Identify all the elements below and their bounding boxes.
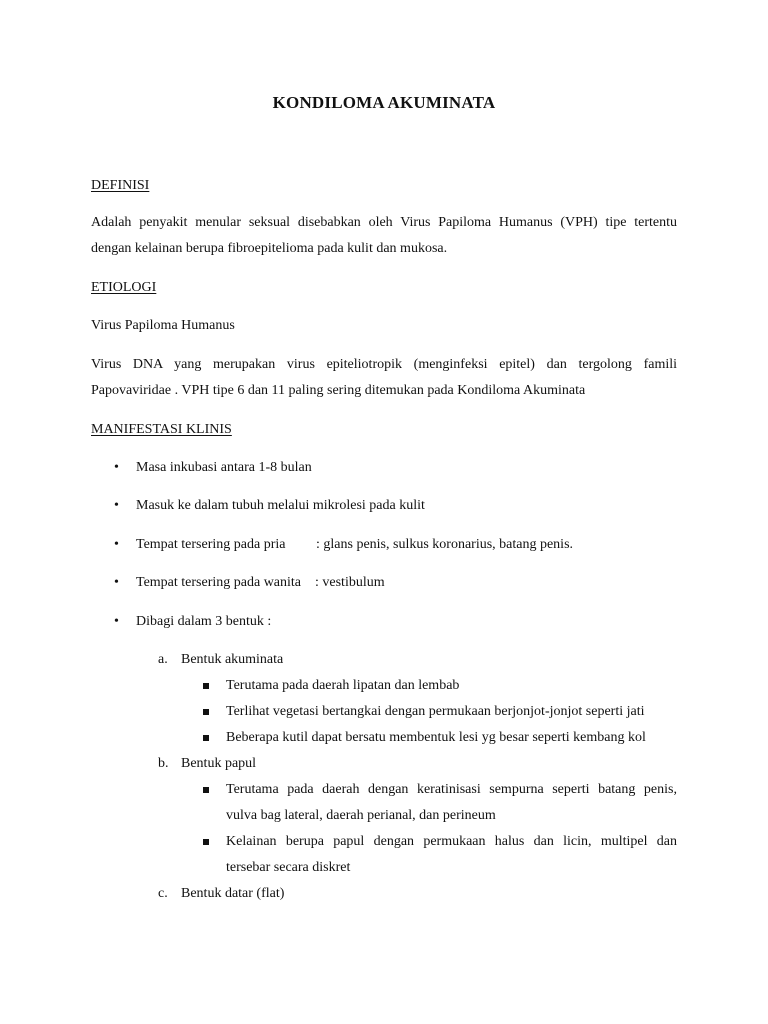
- etiologi-line-1: Virus DNA yang merupakan virus epiteliotropik (menginfeksi epitel) dan tergolong famili: [91, 357, 677, 372]
- form-label-akuminata: Bentuk akuminata: [181, 652, 284, 667]
- heading-etiologi: ETIOLOGI: [91, 280, 157, 295]
- square-bullet-icon: [203, 787, 209, 793]
- bullet-marker: •: [114, 614, 119, 629]
- sub-item: Kelainan berupa papul dengan permukaan halus dan licin, multipel dan: [226, 834, 677, 849]
- square-bullet-icon: [203, 839, 209, 845]
- square-bullet-icon: [203, 735, 209, 741]
- bullet-marker: •: [114, 498, 119, 513]
- sub-item-continuation: tersebar secara diskret: [226, 860, 351, 875]
- square-bullet-icon: [203, 709, 209, 715]
- list-marker-a: a.: [158, 652, 168, 667]
- list-marker-b: b.: [158, 756, 169, 771]
- bullet-item: Dibagi dalam 3 bentuk :: [136, 614, 272, 629]
- sub-item: Terutama pada daerah dengan keratinisasi sempurna seperti batang penis,: [226, 782, 677, 797]
- sub-item: Terutama pada daerah lipatan dan lembab: [226, 678, 460, 693]
- bullet-marker: •: [114, 575, 119, 590]
- bullet-marker: •: [114, 460, 119, 475]
- square-bullet-icon: [203, 683, 209, 689]
- sub-item-continuation: vulva bag lateral, daerah perianal, dan perineum: [226, 808, 496, 823]
- bullet-item: Masa inkubasi antara 1-8 bulan: [136, 460, 312, 475]
- definisi-line-2: dengan kelainan berupa fibroepitelioma pada kulit dan mukosa.: [91, 241, 448, 256]
- definisi-line-1: Adalah penyakit menular seksual disebabkan oleh Virus Papiloma Humanus (VPH) tipe tertentu: [91, 215, 677, 230]
- bullet-item: Masuk ke dalam tubuh melalui mikrolesi pada kulit: [136, 498, 425, 513]
- bullet-item-label: Tempat tersering pada pria: [136, 537, 286, 552]
- form-label-papul: Bentuk papul: [181, 756, 257, 771]
- sub-item: Beberapa kutil dapat bersatu membentuk lesi yg besar seperti kembang kol: [226, 730, 646, 745]
- document-title: KONDILOMA AKUMINATA: [272, 93, 496, 112]
- list-marker-c: c.: [158, 886, 168, 901]
- etiologi-line-2: Papovaviridae . VPH tipe 6 dan 11 paling sering ditemukan pada Kondiloma Akuminata: [91, 383, 586, 398]
- form-label-datar: Bentuk datar (flat): [181, 886, 285, 901]
- heading-manifestasi-klinis: MANIFESTASI KLINIS: [91, 422, 232, 437]
- bullet-item-label: Tempat tersering pada wanita: [136, 575, 302, 590]
- heading-definisi: DEFINISI: [91, 178, 150, 193]
- bullet-item-value: : vestibulum: [315, 575, 385, 590]
- bullet-marker: •: [114, 537, 119, 552]
- bullet-item-value: : glans penis, sulkus koronarius, batang penis.: [316, 537, 574, 552]
- sub-item: Terlihat vegetasi bertangkai dengan permukaan berjonjot-jonjot seperti jati: [226, 704, 645, 719]
- etiologi-line-0: Virus Papiloma Humanus: [91, 318, 235, 333]
